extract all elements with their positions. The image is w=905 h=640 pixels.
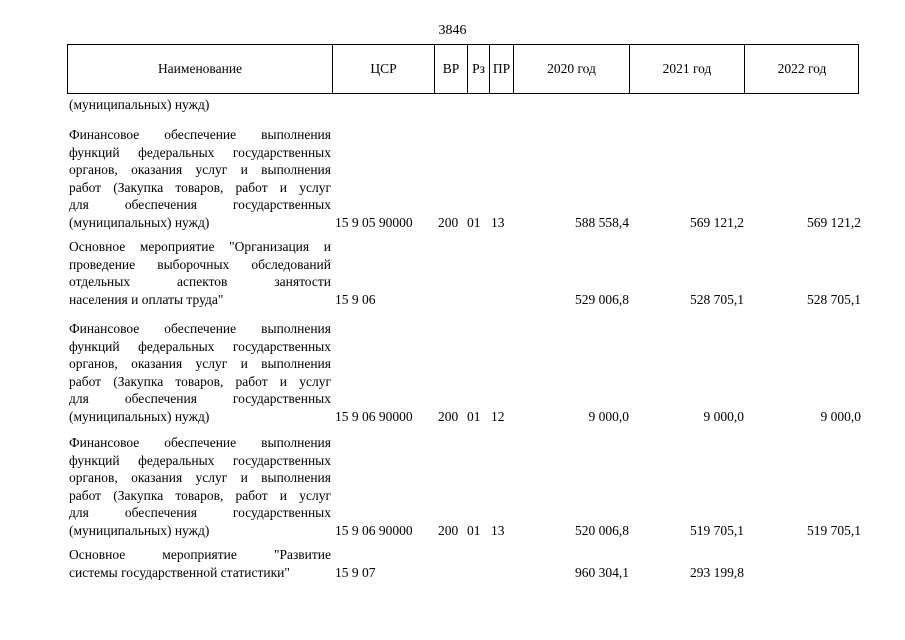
table-row: [0, 320, 905, 425]
row-2021: 9 000,0: [703, 408, 744, 424]
row-name: [69, 96, 331, 114]
row-csr: 15 9 05 90000: [335, 214, 413, 230]
row-name-line: органов, оказания услуг и выполнения: [69, 356, 331, 371]
row-name: [69, 238, 331, 308]
row-2020: 960 304,1: [575, 564, 629, 580]
row-name-line: Финансовое обеспечение выполнения: [69, 127, 331, 142]
row-2020: 520 006,8: [575, 522, 629, 538]
header-vr: ВР: [435, 45, 468, 93]
row-name: [69, 546, 331, 581]
row-csr: 15 9 06 90000: [335, 408, 413, 424]
row-name-line: для обеспечения государственных: [69, 505, 331, 520]
header-pr: ПР: [490, 45, 514, 93]
row-2020: 9 000,0: [588, 408, 629, 424]
row-pr: 12: [491, 408, 505, 424]
row-vr: 200: [438, 214, 459, 230]
row-name-line: (муниципальных) нужд): [69, 214, 210, 230]
row-pr: 13: [491, 214, 505, 230]
row-name-line: Финансовое обеспечение выполнения: [69, 435, 331, 450]
header-name: Наименование: [68, 45, 333, 93]
row-name-line: органов, оказания услуг и выполнения: [69, 470, 331, 485]
row-2021: 293 199,8: [690, 564, 744, 580]
row-2022: 519 705,1: [807, 522, 861, 538]
row-name-line: (муниципальных) нужд): [69, 522, 210, 538]
row-name-line: (муниципальных) нужд): [69, 408, 210, 424]
row-vr: 200: [438, 522, 459, 538]
row-name-line: системы государственной статистики": [69, 564, 290, 580]
header-2022: 2022 год: [777, 61, 827, 76]
header-csr: ЦСР: [333, 45, 435, 93]
row-pr: 13: [491, 522, 505, 538]
row-name-line: функций федеральных государственных: [69, 338, 331, 354]
table-header: [67, 44, 859, 94]
row-rz: 01: [467, 522, 481, 538]
row-name-line: населения и оплаты труда": [69, 291, 224, 307]
header-rz: Рз: [468, 45, 490, 93]
table-row: [0, 238, 905, 308]
row-name-line: функций федеральных государственных: [69, 144, 331, 160]
table-row: [0, 96, 905, 114]
row-rz: 01: [467, 214, 481, 230]
page-number: 3846: [438, 23, 467, 38]
row-csr: 15 9 06: [335, 291, 376, 307]
row-name-line: органов, оказания услуг и выполнения: [69, 162, 331, 177]
row-name: [69, 320, 331, 425]
row-2020: 588 558,4: [575, 214, 629, 230]
row-name-line: Финансовое обеспечение выполнения: [69, 321, 331, 336]
row-name-line: проведение выборочных обследований: [69, 256, 331, 272]
row-name: [69, 434, 331, 539]
row-2022: 569 121,2: [807, 214, 861, 230]
table-row: [0, 434, 905, 539]
row-2021: 519 705,1: [690, 522, 744, 538]
table-row: [0, 546, 905, 581]
row-name-line: отдельных аспектов занятости: [69, 274, 331, 289]
row-name-line: работ (Закупка товаров, работ и услуг: [69, 179, 331, 195]
header-2021: 2021 год: [630, 45, 745, 93]
row-2021: 569 121,2: [690, 214, 744, 230]
row-rz: 01: [467, 408, 481, 424]
row-name-line: Основное мероприятие "Развитие: [69, 547, 331, 562]
header-2020: 2020 год: [514, 45, 630, 93]
row-name-line: функций федеральных государственных: [69, 452, 331, 468]
table-row: [0, 126, 905, 231]
row-name-line: работ (Закупка товаров, работ и услуг: [69, 373, 331, 389]
row-2022: 9 000,0: [820, 408, 861, 424]
row-2020: 529 006,8: [575, 291, 629, 307]
row-2021: 528 705,1: [690, 291, 744, 307]
row-name-line: (муниципальных) нужд): [69, 97, 210, 112]
row-name-line: работ (Закупка товаров, работ и услуг: [69, 487, 331, 503]
row-name-line: Основное мероприятие "Организация и: [69, 239, 331, 254]
row-csr: 15 9 07: [335, 564, 376, 580]
row-name-line: для обеспечения государственных: [69, 197, 331, 212]
row-name: [69, 126, 331, 231]
row-2022: 528 705,1: [807, 291, 861, 307]
row-csr: 15 9 06 90000: [335, 522, 413, 538]
row-vr: 200: [438, 408, 459, 424]
row-name-line: для обеспечения государственных: [69, 391, 331, 406]
